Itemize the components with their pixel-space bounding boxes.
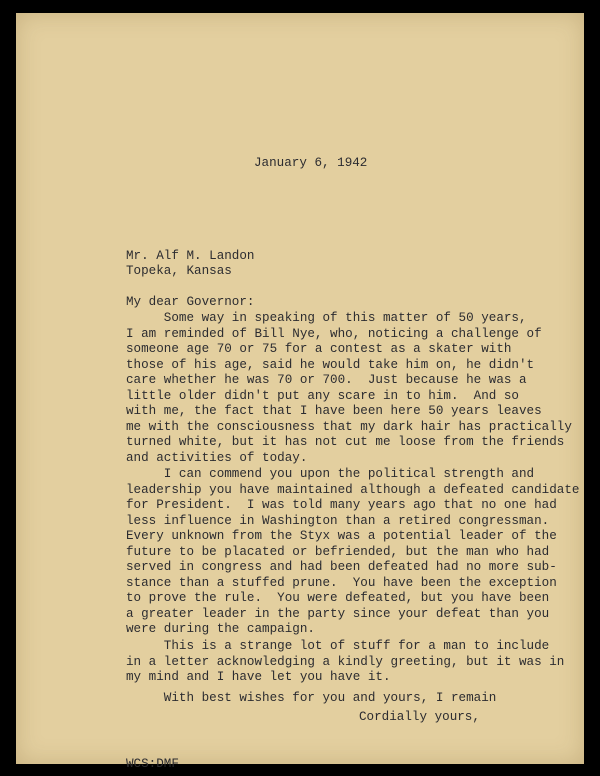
letter-line: were during the campaign. (126, 622, 315, 636)
letter-line: to prove the rule. You were defeated, but you have been (126, 591, 550, 605)
letter-line: leadership you have maintained although a defeated candidate (126, 482, 580, 497)
letter-line: future to be placated or befriended, but the man who had (126, 544, 550, 559)
letter-line: Every unknown from the Styx was a potential leader of the (126, 529, 557, 543)
letter-line: turned white, but it has not cut me loose from the friends (126, 435, 565, 449)
body-paragraph-3 (126, 639, 564, 686)
letter-page (16, 13, 584, 771)
letter-line: little older didn't put any scare in to him. And so (126, 388, 519, 403)
letter-line: with me, the fact that I have been here 50 years leaves (126, 404, 542, 418)
letter-line: in a letter acknowledging a kindly greeting, but it was in (126, 654, 565, 669)
letter-line: stance than a stuffed prune. You have been the exception (126, 575, 557, 590)
recipient-location: Topeka, Kansas (126, 264, 232, 278)
letter-line: a greater leader in the party since your defeat than you (126, 606, 550, 621)
letter-line: I can commend you upon the political strength and (126, 467, 535, 481)
letter-line: I am reminded of Bill Nye, who, noticing a challenge of (126, 326, 542, 341)
letter-line: and activities of today. (126, 450, 308, 465)
typist-initials: WCS:DMF (126, 757, 179, 771)
letter-line: With best wishes for you and yours, I remain (126, 691, 497, 705)
closing: Cordially yours, (359, 710, 480, 724)
letter-date: January 6, 1942 (254, 156, 368, 170)
body-paragraph-1 (126, 311, 572, 466)
body-paragraph-4 (126, 691, 496, 707)
salutation: My dear Governor: (126, 295, 255, 309)
recipient-name: Mr. Alf M. Landon (126, 249, 255, 263)
letter-line: those of his age, said he would take him on, he didn't (126, 357, 535, 372)
letter-line: Some way in speaking of this matter of 50 years, (126, 311, 527, 325)
letter-line: This is a strange lot of stuff for a man to include (126, 639, 550, 653)
letter-line: me with the consciousness that my dark hair has practically (126, 419, 572, 434)
letter-line: for President. I was told many years ago that no one had (126, 498, 557, 512)
letter-line: someone age 70 or 75 for a contest as a skater with (126, 342, 512, 356)
letter-line: my mind and I have let you have it. (126, 670, 391, 684)
letter-line: served in congress and had been defeated had no more sub- (126, 560, 557, 574)
body-paragraph-2 (126, 467, 579, 638)
letter-line: less influence in Washington than a retired congressman. (126, 513, 550, 528)
letter-line: care whether he was 70 or 700. Just because he was a (126, 373, 527, 387)
